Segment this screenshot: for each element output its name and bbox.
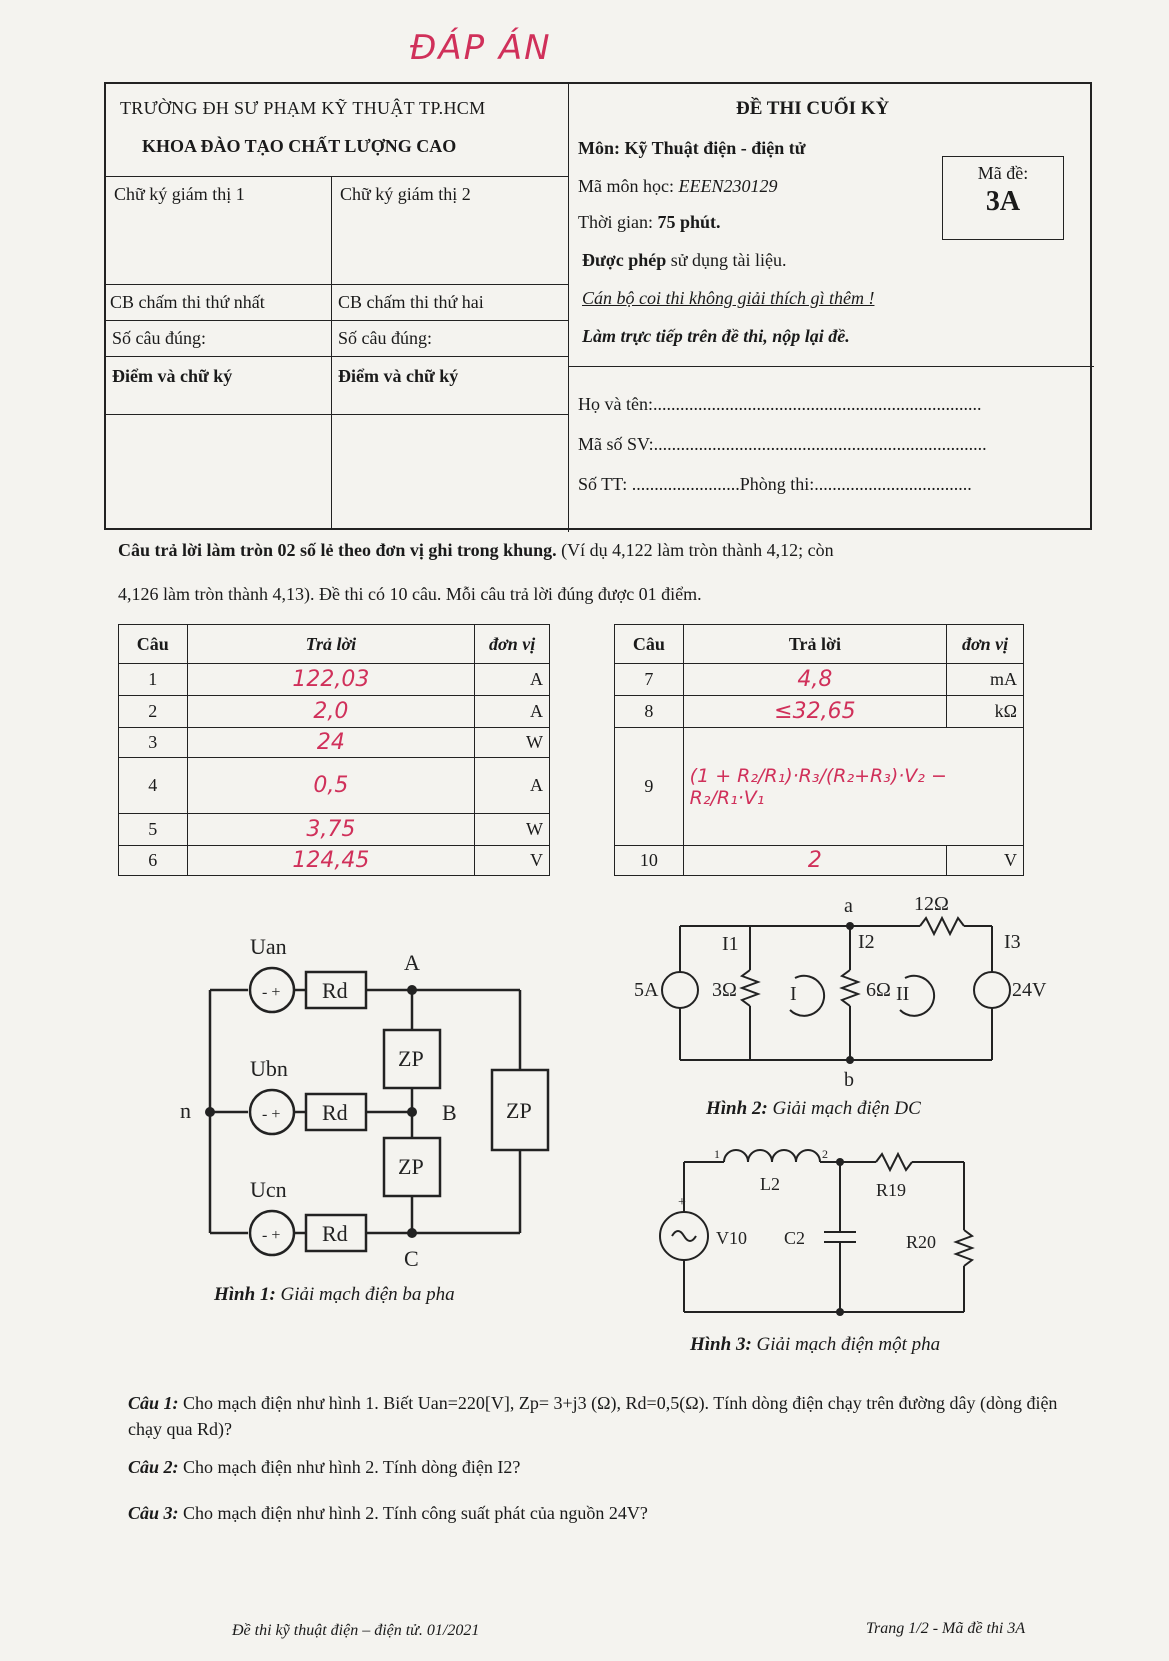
svg-text:+: + [678, 1195, 686, 1210]
label-rd-b: Rd [322, 1100, 348, 1125]
figure-3-single-phase-circuit [644, 1136, 1034, 1326]
label-5a-source: 5A [634, 979, 659, 1001]
score-signature-2: Điểm và chữ ký [338, 366, 459, 386]
table-row: 10 2 V [615, 846, 1024, 876]
correct-count-1: Số câu đúng: [112, 328, 206, 348]
materials-allowed: Được phép sử dụng tài liệu. [582, 250, 787, 270]
label-i2: I2 [858, 931, 875, 953]
label-v10: V10 [716, 1228, 747, 1248]
correct-count-2: Số câu đúng: [338, 328, 432, 348]
svg-text:- +: - + [262, 984, 281, 1001]
label-ucn: Ucn [250, 1177, 287, 1202]
label-24v-source: 24V [1012, 979, 1047, 1001]
submit-instruction: Làm trực tiếp trên đề thi, nộp lại đề. [582, 326, 850, 346]
label-ubn: Ubn [250, 1056, 288, 1081]
answer-value: 2,0 [187, 696, 475, 728]
label-r1: 3Ω [712, 979, 737, 1001]
table-row: 5 3,75 W [119, 814, 550, 846]
label-r20: R20 [906, 1232, 937, 1252]
node-c-label: C [404, 1246, 419, 1271]
answer-value: 3,75 [187, 814, 475, 846]
course-code: Mã môn học: EEEN230129 [578, 176, 778, 196]
question-2: Câu 2: Cho mạch điện như hình 2. Tính dòng điện I2? [128, 1457, 521, 1477]
node-b-label: b [844, 1069, 854, 1091]
faculty-name: KHOA ĐÀO TẠO CHẤT LƯỢNG CAO [142, 136, 457, 156]
label-uan: Uan [250, 934, 287, 959]
label-i1: I1 [722, 933, 739, 955]
exam-code-value: 3A [985, 186, 1021, 217]
student-id-field: Mã số SV:.......................................................................... [578, 434, 987, 454]
answer-value: 2 [683, 846, 946, 876]
inductor-pin-1: 1 [714, 1147, 720, 1161]
exam-code-box [942, 156, 1064, 240]
proctor-note: Cán bộ coi thi không giải thích gì thêm ! [582, 288, 875, 308]
label-c2: C2 [784, 1228, 806, 1248]
col-unit: đơn vị [947, 625, 1024, 664]
answer-value: 0,5 [187, 758, 475, 814]
footer-left: Đề thi kỹ thuật điện – điện tử. 01/2021 [232, 1622, 480, 1639]
grader-2: CB chấm thi thứ hai [338, 292, 484, 312]
label-l2: L2 [760, 1174, 780, 1194]
exam-time: Thời gian: 75 phút. [578, 212, 721, 232]
col-answer: Trả lời [187, 625, 475, 664]
proctor-2-signature: Chữ ký giám thị 2 [340, 184, 471, 204]
figure-1-three-phase-circuit [180, 930, 600, 1280]
figure-2-caption: Hình 2: Giải mạch điện DC [706, 1098, 921, 1119]
answer-value: 122,03 [187, 664, 475, 696]
label-i3: I3 [1004, 931, 1021, 953]
label-rd-a: Rd [322, 978, 348, 1003]
answer-value: 4,8 [683, 664, 946, 696]
table-row: 8 ≤32,65 kΩ [615, 696, 1024, 728]
answer-value: (1 + R₂/R₁)·R₃/(R₂+R₃)·V₂ − R₂/R₁·V₁ [683, 728, 1023, 846]
exam-code-label: Mã đề: [977, 163, 1029, 183]
exam-title: ĐỀ THI CUỐI KỲ [736, 98, 890, 119]
node-b-label: B [442, 1100, 457, 1125]
footer-right: Trang 1/2 - Mã đề thi 3A [866, 1620, 1026, 1637]
answer-value: 124,45 [187, 846, 475, 876]
grader-1: CB chấm thi thứ nhất [110, 292, 265, 312]
label-loop-2: II [896, 983, 910, 1005]
student-name-field: Họ và tên:......................................................................... [578, 394, 982, 414]
score-signature-1: Điểm và chữ ký [112, 366, 233, 386]
answer-value: ≤32,65 [683, 696, 946, 728]
school-name: TRƯỜNG ĐH SƯ PHẠM KỸ THUẬT TP.HCM [120, 98, 486, 118]
answer-table-right [614, 624, 1024, 876]
node-a-label: A [404, 950, 420, 975]
table-row: 4 0,5 A [119, 758, 550, 814]
figure-2-dc-circuit [630, 890, 1060, 1100]
proctor-1-signature: Chữ ký giám thị 1 [114, 184, 245, 204]
exam-header [104, 82, 1092, 530]
label-zp-ab: ZP [398, 1046, 424, 1071]
instruction-line-1: Câu trả lời làm tròn 02 số lẻ theo đơn vị ghi trong khung. (Ví dụ 4,122 làm tròn thành 4,12; còn [118, 540, 834, 560]
table-row: 7 4,8 mA [615, 664, 1024, 696]
svg-text:- +: - + [262, 1227, 281, 1244]
figure-1-caption: Hình 1: Giải mạch điện ba pha [214, 1284, 455, 1305]
question-1: Câu 1: Cho mạch điện như hình 1. Biết Uan=220[V], Zp= 3+j3 (Ω), Rd=0,5(Ω). Tính dòng điện chạy trên đường dây (dòng điện chạy qua Rd)? [128, 1393, 1058, 1439]
table-row: 1 122,03 A [119, 664, 550, 696]
col-answer: Trả lời [683, 625, 946, 664]
figure-3-caption: Hình 3: Giải mạch điện một pha [690, 1334, 941, 1355]
label-loop-1: I [790, 983, 797, 1005]
label-zp-bc: ZP [398, 1154, 424, 1179]
answer-key-stamp: ĐÁP ÁN [410, 28, 552, 68]
table-row: 9 (1 + R₂/R₁)·R₃/(R₂+R₃)·V₂ − R₂/R₁·V₁ [615, 728, 1024, 846]
label-rd-c: Rd [322, 1221, 348, 1246]
answer-table-left [118, 624, 550, 876]
col-unit: đơn vị [475, 625, 550, 664]
question-3: Câu 3: Cho mạch điện như hình 2. Tính công suất phát của nguồn 24V? [128, 1503, 648, 1523]
inductor-pin-2: 2 [822, 1147, 828, 1161]
table-row: 6 124,45 V [119, 846, 550, 876]
label-r2: 6Ω [866, 979, 891, 1001]
seat-room-field: Số TT: ........................Phòng thi:................................... [578, 474, 972, 494]
node-n-label: n [180, 1098, 191, 1123]
instruction-line-2: 4,126 làm tròn thành 4,13). Đề thi có 10 câu. Mỗi câu trả lời đúng được 01 điểm. [118, 584, 702, 604]
label-r3: 12Ω [914, 893, 949, 915]
node-a-label: a [844, 895, 853, 917]
table-row: 2 2,0 A [119, 696, 550, 728]
svg-text:- +: - + [262, 1106, 281, 1123]
answer-value: 24 [187, 728, 475, 758]
label-r19: R19 [876, 1180, 907, 1200]
col-question: Câu [119, 625, 188, 664]
subject: Môn: Kỹ Thuật điện - điện tử [578, 138, 806, 158]
col-question: Câu [615, 625, 684, 664]
label-zp-ca: ZP [506, 1098, 532, 1123]
table-row: 3 24 W [119, 728, 550, 758]
